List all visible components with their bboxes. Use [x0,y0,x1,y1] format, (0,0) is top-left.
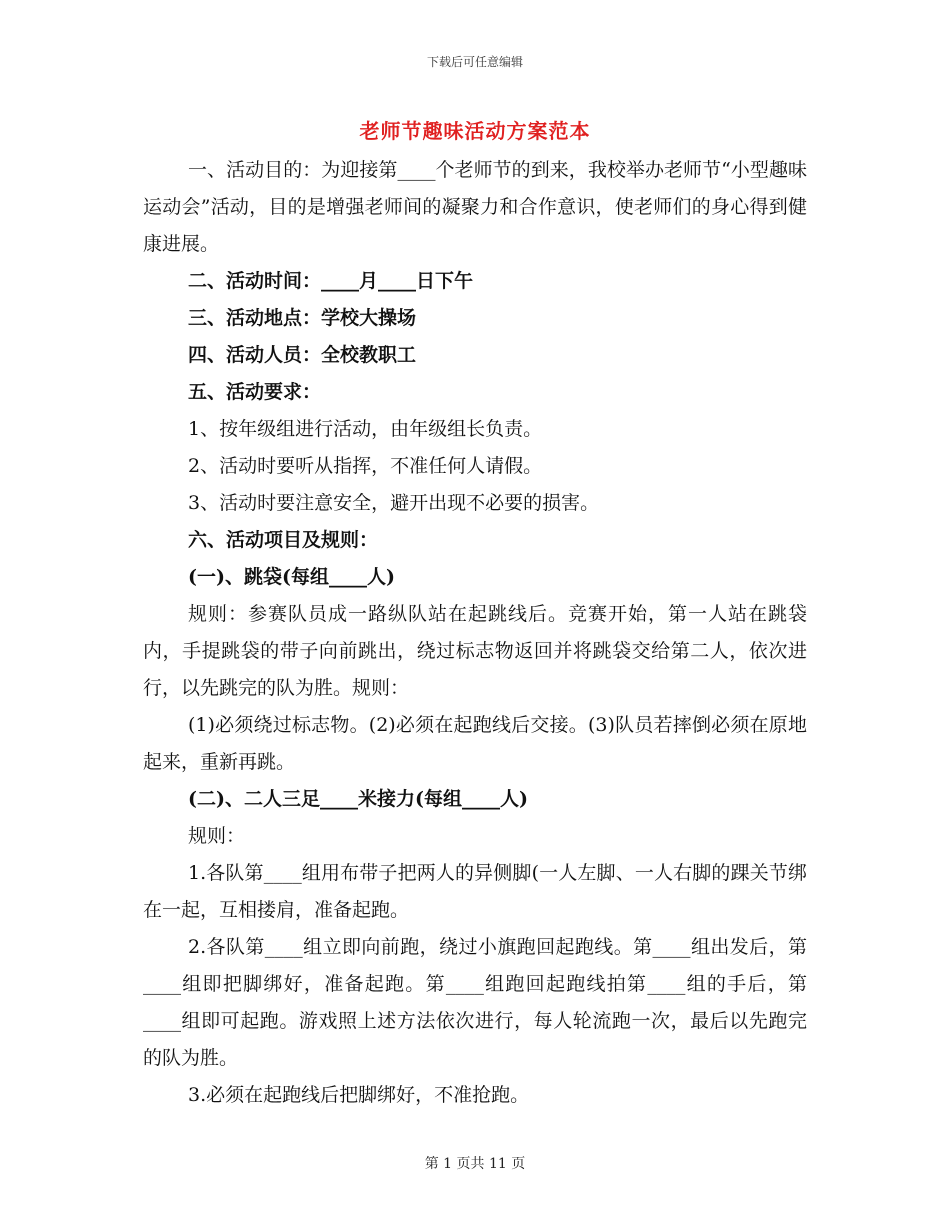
paragraph-three-legged-rule-2: 2.各队第____组立即向前跑，绕过小旗跑回起跑线。第____组出发后，第____组即把脚绑好，准备起跑。第____组跑回起跑线拍第____组的手后，第____组即可起跑。游戏照上述方法依次进行，每人轮流跑一次，最后以先跑完的队为胜。 [143,936,807,1069]
paragraph-sack-race-rules: 规则：参赛队员成一路纵队站在起跳线后。竞赛开始，第一人站在跳袋内，手提跳袋的带子向前跳出，绕过标志物返回并将跳袋交给第二人，依次进行，以先跳完的队为胜。规则： [143,603,807,699]
paragraph-requirement-1: 1、按年级组进行活动，由年级组长负责。 [188,418,543,440]
paragraph-purpose: 一、活动目的：为迎接第____个老师节的到来，我校举办老师节“小型趣味运动会”活动，目的是增强老师间的凝聚力和合作意识，使老师们的身心得到健康进展。 [143,159,807,255]
page-footer: 第 1 页共 11 页 [424,1156,526,1172]
paragraph-personnel: 四、活动人员：全校教职工 [188,344,417,366]
paragraph-requirements-heading: 五、活动要求： [188,381,322,403]
paragraph-requirement-3: 3、活动时要注意安全，避开出现不必要的损害。 [188,492,600,514]
page-header: 下载后可任意编辑 [426,55,523,69]
paragraph-requirement-2: 2、活动时要听从指挥，不准任何人请假。 [188,455,543,477]
paragraph-location: 三、活动地点：学校大操场 [188,307,417,329]
document-title: 老师节趣味活动方案范本 [359,119,591,143]
document-body [143,152,807,1114]
paragraph-rules-label: 规则： [188,825,246,847]
paragraph-three-legged-rule-3: 3.必须在起跑线后把脚绑好，不准抢跑。 [188,1084,530,1106]
paragraph-events-heading: 六、活动项目及规则： [188,529,379,551]
paragraph-three-legged-rule-1: 1.各队第____组用布带子把两人的异侧脚(一人左脚、一人右脚的踝关节绑在一起，互相搂肩，准备起跑。 [143,862,807,921]
paragraph-sack-race-rule-items: (1)必须绕过标志物。(2)必须在起跑线后交接。(3)队员若摔倒必须在原地起来，重新再跳。 [143,714,807,773]
paragraph-time: 二、活动时间：____月____日下午 [188,270,474,292]
paragraph-sack-race-heading: (一)、跳袋(每组____人) [188,566,395,588]
paragraph-three-legged-heading: (二)、二人三足____米接力(每组____人) [188,788,528,810]
